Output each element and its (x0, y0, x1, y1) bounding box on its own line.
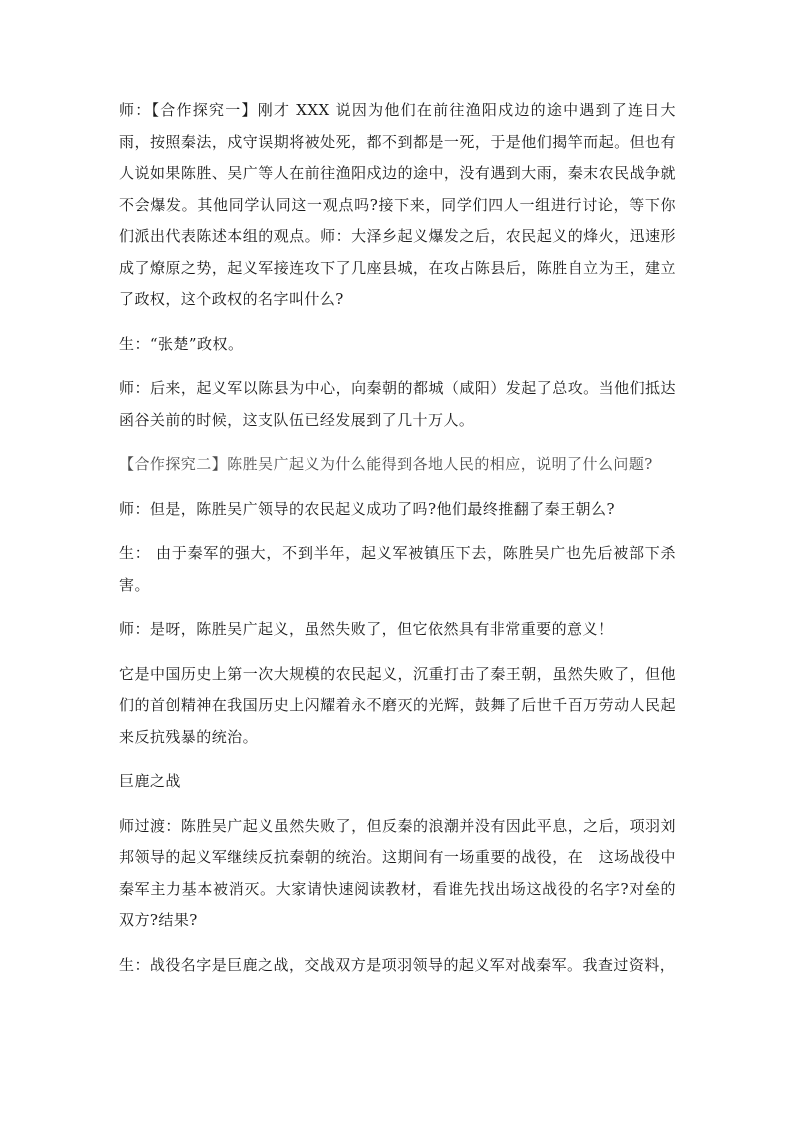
paragraph-student-answer-suppressed: 生： 由于秦军的强大，不到半年，起义军被镇压下去，陈胜吴广也先后被部下杀害。 (119, 544, 676, 594)
paragraph-cooperative-inquiry-two: 【合作探究二】陈胜吴广起义为什么能得到各地人民的相应，说明了什么问题? (119, 455, 653, 473)
section-heading-julu-battle: 巨鹿之战 (119, 772, 181, 790)
paragraph-teacher-transition: 师过渡：陈胜吴广起义虽然失败了，但反秦的浪潮并没有因此平息，之后，项羽刘邦领导的起义军继续反抗秦朝的统治。这期间有一场重要的战役，在 这场战役中秦军主力基本被消灭。大家请快速阅读教材，看谁先找出场这战役的名字?对垒的双方?结果? (119, 816, 676, 929)
paragraph-teacher-significance: 师：是呀，陈胜吴广起义，虽然失败了，但它依然具有非常重要的意义！ (119, 620, 614, 638)
paragraph-cooperative-inquiry-one: 师：【合作探究一】刚才 XXX 说因为他们在前往渔阳戍边的途中遇到了连日大雨，按照秦法，戍守误期将被处死，都不到都是一死，于是他们揭竿而起。但也有人说如果陈胜、吴广等人在前往渔阳戍边的途中，没有遇到大雨，秦末农民战争就不会爆发。其他同学认同这一观点吗?接下来，同学们四人一组进行讨论，等下你们派出代表陈述本组的观点。师：大泽乡起义爆发之后，农民起义的烽火，迅速形成了燎原之势，起义军接连攻下了几座县城，在攻占陈县后，陈胜自立为王，建立了政权，这个政权的名字叫什么? (119, 101, 676, 308)
paragraph-historical-significance: 它是中国历史上第一次大规模的农民起义，沉重打击了秦王朝，虽然失败了，但他们的首创精神在我国历史上闪耀着永不磨灭的光辉，鼓舞了后世千百万劳动人民起来反抗残暴的统治。 (119, 664, 676, 746)
paragraph-student-answer-zhangchu: 生：“张楚”政权。 (119, 334, 244, 353)
paragraph-teacher-general-attack: 师：后来，起义军以陈县为中心，向秦朝的都城（咸阳）发起了总攻。当他们抵达函谷关前的时候，这支队伍已经发展到了几十万人。 (119, 379, 676, 429)
paragraph-student-answer-julu: 生：战役名字是巨鹿之战，交战双方是项羽领导的起义军对战秦军。我查过资料， (119, 955, 676, 974)
paragraph-teacher-question-success: 师：但是，陈胜吴广领导的农民起义成功了吗?他们最终推翻了秦王朝么? (119, 499, 615, 518)
